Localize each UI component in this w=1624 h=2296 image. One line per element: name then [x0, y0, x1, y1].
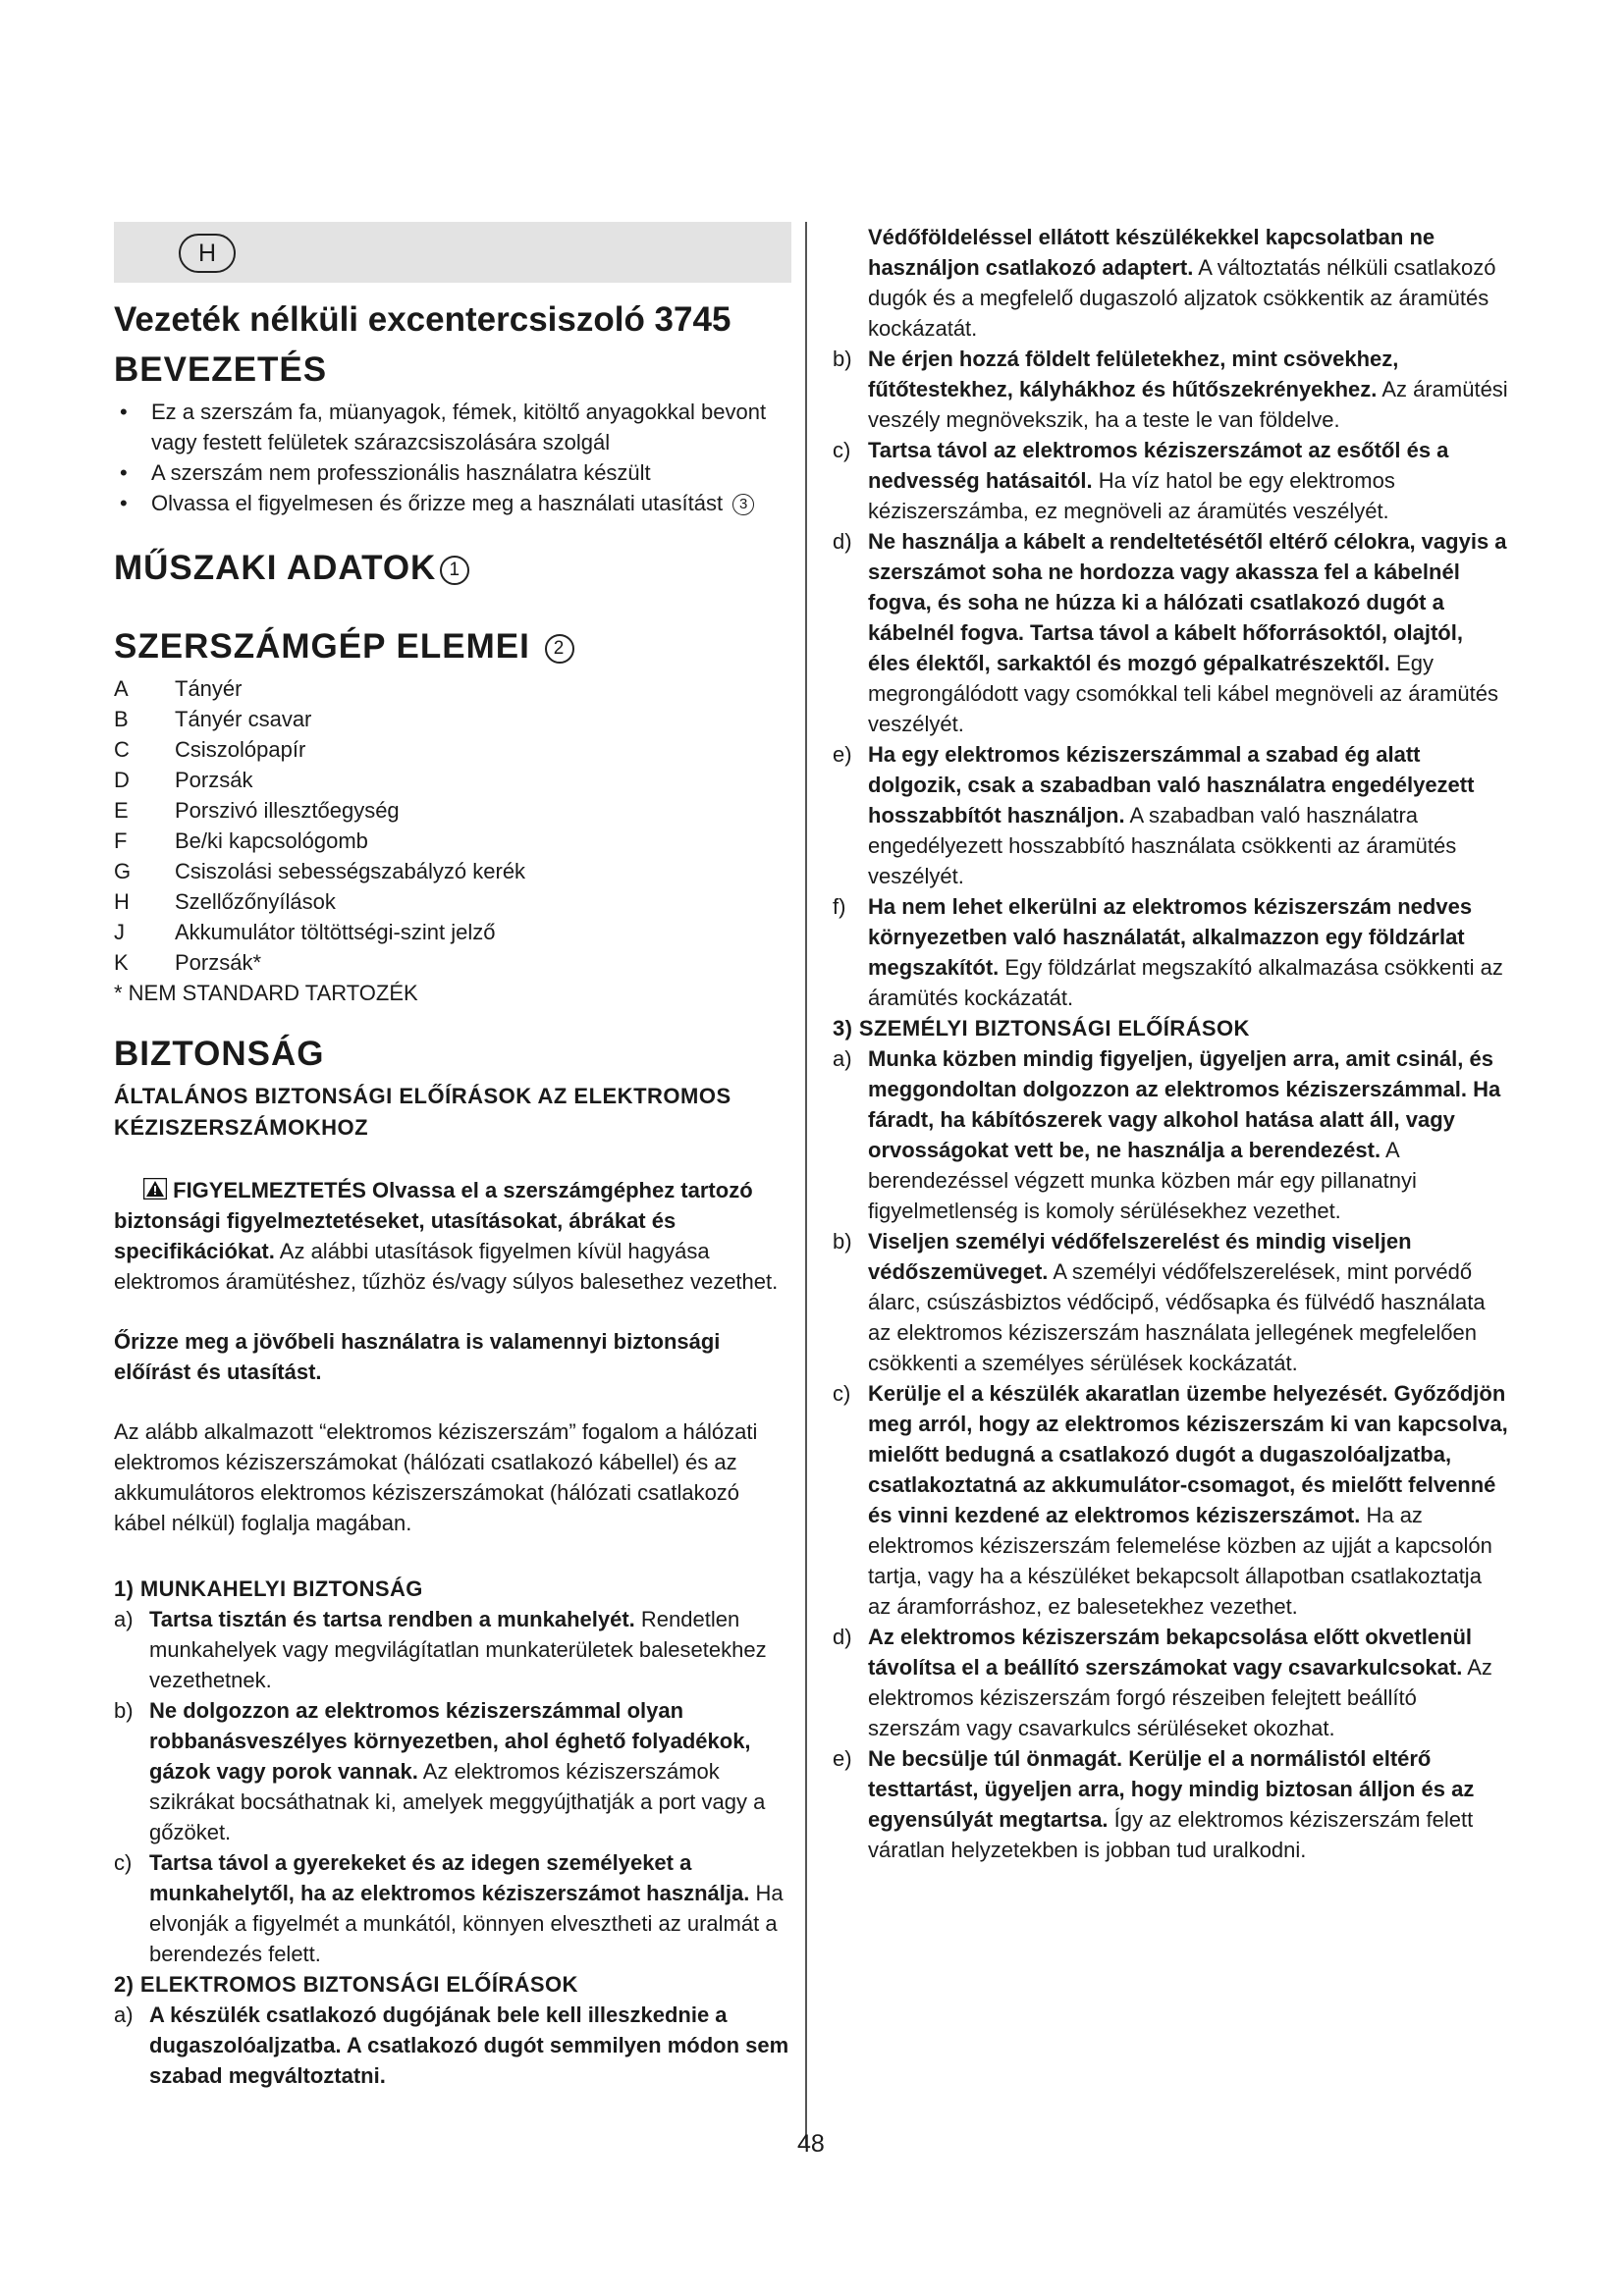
- part-name: Csiszolópapír: [175, 737, 306, 762]
- list-item: [833, 526, 1510, 739]
- item-text: A személyi védőfelszerelések, mint porvédő álarc, csúszásbiztos védőcipő, védősapka és fülvédő használata az elektromos kéziszerszám használata jellegének megfelelően csökkenti a személyes sérülések kockázatát.: [868, 1259, 1486, 1375]
- parts-list: [114, 673, 791, 1008]
- warning-icon: [143, 1178, 167, 1200]
- item-label: a): [833, 1046, 852, 1071]
- item-label: c): [833, 438, 851, 462]
- part-letter: F: [114, 828, 128, 853]
- list-item: [114, 765, 791, 795]
- keep-instructions-text: Őrizze meg a jövőbeli használatra is valamennyi biztonsági előírást és utasítást.: [114, 1329, 721, 1384]
- section-heading: 3) SZEMÉLYI BIZTONSÁGI ELŐÍRÁSOK: [833, 1016, 1250, 1041]
- item-label: c): [833, 1381, 851, 1406]
- list-item: [833, 1622, 1510, 1743]
- list-item: [833, 344, 1510, 435]
- item-text: Az áramütési veszély megnövekszik, ha a teste le van földelve.: [868, 377, 1508, 432]
- safety-subheading: ÁLTALÁNOS BIZTONSÁGI ELŐÍRÁSOK AZ ELEKTROMOS KÉZISZERSZÁMOKHOZ: [114, 1084, 731, 1140]
- part-letter: H: [114, 889, 130, 914]
- item-label: b): [833, 347, 852, 371]
- item-text: Ha elvonják a figyelmét a munkától, könnyen elvesztheti az uralmát a berendezés felett.: [149, 1881, 784, 1966]
- section-heading: 1) MUNKAHELYI BIZTONSÁG: [114, 1576, 423, 1601]
- list-item: [114, 673, 791, 704]
- item-bold: Ha nem lehet elkerülni az elektromos kéziszerszám nedves környezetben való használatát, alkalmazzon egy földzárlat megszakítót.: [868, 894, 1473, 980]
- section-heading: 2) ELEKTROMOS BIZTONSÁGI ELŐÍRÁSOK: [114, 1972, 578, 1997]
- item-bold: Ne érjen hozzá földelt felületekhez, mint csövekhez, fűtőtestekhez, kályhákhoz és hűtőszekrényekhez.: [868, 347, 1399, 401]
- parts-heading: [114, 626, 791, 667]
- item-text: A szabadban való használatra engedélyezett hosszabbító használata csökkenti az áramütés veszélyét.: [868, 803, 1457, 888]
- part-letter: G: [114, 859, 132, 883]
- list-item: [833, 1378, 1510, 1622]
- item-bold: Ne használja a kábelt a rendeltetésétől eltérő célokra, vagyis a szerszámot soha ne hordozza vagy akassza fel a kábelnél fogva, és soha ne húzza ki a hálózati csatlakozó dugót a kábelnél fogva. Tartsa távol a kábelt hőforrásoktól, olajtól, éles élektől, sarkaktól és mozgó gépalkatrészektől.: [868, 529, 1507, 675]
- list-item: [114, 826, 791, 856]
- warning-bold: FIGYELMEZTETÉS Olvassa el a szerszámgéphez tartozó biztonsági figyelmeztetéseket, utasításokat, ábrákat és specifikációkat.: [114, 1178, 753, 1263]
- item-label: a): [114, 1607, 134, 1631]
- keep-instructions: [114, 1326, 791, 1387]
- item-bold: A készülék csatlakozó dugójának bele kell illeszkednie a dugaszolóaljzatba. A csatlakozó dugót semmilyen módon sem szabad megváltoztatni.: [149, 2002, 789, 2088]
- part-letter: K: [114, 950, 129, 975]
- item-bold: Védőföldeléssel ellátott készülékekkel kapcsolatban ne használjon csatlakozó adaptert.: [868, 225, 1435, 280]
- list-item: [114, 947, 791, 978]
- item-text: Az elektromos kéziszerszám forgó részeiben felejtett beállító szerszám vagy csavarkulcs sérüléseket okozhat.: [868, 1655, 1492, 1740]
- item-bold: Kerülje el a készülék akaratlan üzembe helyezését. Győződjön meg arról, hogy az elektromos kéziszerszám ki van kapcsolva, mielőtt bedugná a csatlakozó dugót a dugaszolóaljzatba, csatlakoztatná az akkumulátor-csomagot, és mielőtt felvenné és vinni kezdené az elektromos kéziszerszámot.: [868, 1381, 1508, 1527]
- item-text: Az elektromos kéziszerszámok szikrákat bocsáthatnak ki, amelyek meggyújthatják a port vagy a gőzöket.: [149, 1759, 766, 1844]
- item-bold: Ha egy elektromos kéziszerszámmal a szabad ég alatt dolgozik, csak a szabadban való használatra engedélyezett hosszabbítót használjon.: [868, 742, 1475, 828]
- list-item: [114, 917, 791, 947]
- item-text: Így az elektromos kéziszerszám felett váratlan helyzetekben is jobban tud uralkodni.: [868, 1807, 1474, 1862]
- list-item: [833, 1743, 1510, 1865]
- intro-list: [114, 397, 791, 518]
- item-text: A változtatás nélküli csatlakozó dugók és a megfelelő dugaszoló aljzatok csökkentik az áramütés kockázatát.: [868, 255, 1496, 341]
- item-bold: Munka közben mindig figyeljen, ügyeljen arra, amit csinál, és meggondoltan dolgozzon az elektromos kéziszerszámmal. Ha fáradt, ha kábítószerek vagy alkohol hatása alatt áll, vagy orvosságokat vett be, ne használja a berendezést.: [868, 1046, 1501, 1162]
- list-item: [114, 704, 791, 734]
- list-item: [114, 1847, 791, 1969]
- item-text: Ha víz hatol be egy elektromos kéziszerszámba, ez megnöveli az áramütés veszélyét.: [868, 468, 1395, 523]
- part-letter: B: [114, 707, 129, 731]
- item-bold: Ne dolgozzon az elektromos kéziszerszámmal olyan robbanásveszélyes környezetben, ahol éghető folyadékok, gázok vagy porok vannak.: [149, 1698, 751, 1784]
- item-label: a): [114, 2002, 134, 2027]
- language-bar: [114, 222, 791, 283]
- intro-heading: BEVEZETÉS: [114, 350, 328, 389]
- page-number: 48: [797, 2130, 825, 2158]
- warning-text: Az alábbi utasítások figyelmen kívül hagyása elektromos áramütéshez, tűzhöz és/vagy súlyos balesethez vezethet.: [114, 1239, 779, 1294]
- list-item: • A szerszám nem professzionális használatra készült: [114, 457, 791, 488]
- part-letter: D: [114, 768, 130, 792]
- list-item: [833, 1043, 1510, 1226]
- list-item: [833, 1226, 1510, 1378]
- list-item: [833, 739, 1510, 891]
- parts-heading-text: SZERSZÁMGÉP ELEMEI: [114, 627, 530, 666]
- list-item-continued: [833, 222, 1510, 344]
- parts-footnote: * NEM STANDARD TARTOZÉK: [114, 981, 418, 1005]
- list-item: [114, 856, 791, 886]
- item-label: d): [833, 1625, 852, 1649]
- part-name: Csiszolási sebességszabályzó kerék: [175, 859, 526, 883]
- part-letter: E: [114, 798, 129, 823]
- part-name: Porzsák*: [175, 950, 262, 975]
- page-title: Vezeték nélküli excentercsiszoló 3745: [114, 300, 731, 339]
- list-item: [114, 1695, 791, 1847]
- part-name: Porszivó illesztőegység: [175, 798, 400, 823]
- list-item: [114, 795, 791, 826]
- item-text: A berendezéssel végzett munka közben már egy pillanatnyi figyelmetlenség is komoly sérülésekhez vezethet.: [868, 1138, 1417, 1223]
- item-bold: Viseljen személyi védőfelszerelést és mindig viseljen védőszemüveget.: [868, 1229, 1412, 1284]
- list-item: [114, 1604, 791, 1695]
- list-item: [114, 886, 791, 917]
- figure-ref-badge: 3: [732, 494, 754, 515]
- part-letter: A: [114, 676, 129, 701]
- item-bold: Tartsa távol az elektromos kéziszerszámot az esőtől és a nedvesség hatásaitól.: [868, 438, 1449, 493]
- item-text: Rendetlen munkahelyek vagy megvilágítatlan munkaterületek balesetekhez vezethetnek.: [149, 1607, 767, 1692]
- figure-ref-badge: 1: [440, 556, 469, 585]
- part-name: Porzsák: [175, 768, 253, 792]
- language-badge: H: [179, 234, 236, 273]
- item-text: Egy földzárlat megszakító alkalmazása csökkenti az áramütés kockázatát.: [868, 955, 1503, 1010]
- list-item: [114, 488, 791, 518]
- left-column: [114, 222, 791, 2091]
- safety-heading: BIZTONSÁG: [114, 1035, 325, 1073]
- item-label: d): [833, 529, 852, 554]
- list-item: [114, 2000, 791, 2091]
- item-label: e): [833, 1746, 852, 1771]
- part-name: Szellőzőnyílások: [175, 889, 336, 914]
- list-item-text: Olvassa el figyelmesen és őrizze meg a használati utasítást: [151, 491, 724, 515]
- specs-heading: [114, 548, 791, 589]
- column-divider: [805, 222, 807, 2146]
- item-bold: Tartsa távol a gyerekeket és az idegen személyeket a munkahelytől, ha az elektromos kéziszerszámot használja.: [149, 1850, 750, 1905]
- part-name: Akkumulátor töltöttségi-szint jelző: [175, 920, 496, 944]
- item-label: b): [833, 1229, 852, 1254]
- right-column: [833, 222, 1510, 1865]
- part-letter: C: [114, 737, 130, 762]
- figure-ref-badge: 2: [545, 634, 574, 664]
- part-name: Tányér: [175, 676, 243, 701]
- item-label: f): [833, 894, 846, 919]
- item-text: Ha az elektromos kéziszerszám felemelése közben az ujját a kapcsolón tartja, vagy ha a készüléket bekapcsolt állapotban csatlakoztatja az áramforráshoz, ez balesetekhez vezethet.: [868, 1503, 1492, 1619]
- list-item: [833, 891, 1510, 1013]
- item-bold: Az elektromos kéziszerszám bekapcsolása előtt okvetlenül távolítsa el a beállító szerszámokat vagy csavarkulcsokat.: [868, 1625, 1473, 1680]
- warning-paragraph: [114, 1175, 791, 1297]
- item-bold: Ne becsülje túl önmagát. Kerülje el a normálistól eltérő testtartást, ügyeljen arra, hogy mindig biztosan álljon és az egyensúlyát megtartsa.: [868, 1746, 1475, 1832]
- part-name: Be/ki kapcsológomb: [175, 828, 368, 853]
- item-label-spacer: [833, 222, 868, 344]
- item-label: b): [114, 1698, 134, 1723]
- list-item: [833, 435, 1510, 526]
- specs-heading-text: MŰSZAKI ADATOK: [114, 549, 437, 587]
- list-item: [114, 734, 791, 765]
- item-bold: Tartsa tisztán és tartsa rendben a munkahelyét.: [149, 1607, 635, 1631]
- item-text: Egy megrongálódott vagy csomókkal teli kábel megnöveli az áramütés veszélyét.: [868, 651, 1498, 736]
- list-item: • Ez a szerszám fa, müanyagok, fémek, kitöltő anyagokkal bevont vagy festett felületek szárazcsiszolására szolgál: [114, 397, 791, 457]
- item-label: c): [114, 1850, 133, 1875]
- part-letter: J: [114, 920, 125, 944]
- part-name: Tányér csavar: [175, 707, 312, 731]
- definition-paragraph: Az alább alkalmazott “elektromos kéziszerszám” fogalom a hálózati elektromos kéziszerszámokat (hálózati csatlakozó kábellel) és az akkumulátoros elektromos kéziszerszámokat (hálózati csatlakozó kábel nélkül) foglalja magában.: [114, 1419, 758, 1535]
- item-label: e): [833, 742, 852, 767]
